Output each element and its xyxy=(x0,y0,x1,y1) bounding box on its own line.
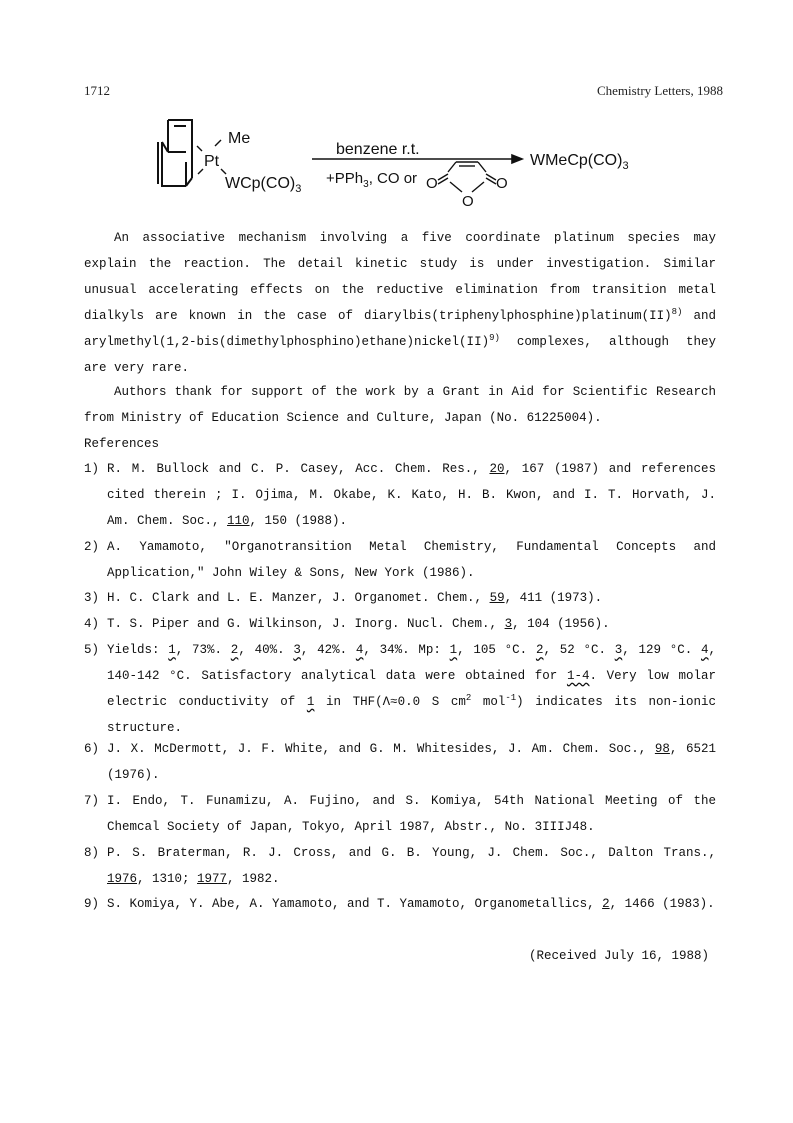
reference-number: 6) xyxy=(84,742,100,756)
ref-8-superscript: 8) xyxy=(671,306,683,317)
platinum-label: Pt xyxy=(204,153,220,170)
reference-number: 9) xyxy=(84,897,100,911)
discussion-text-1: An associative mechanism involving a five coordinate platinum species may explain the reaction. The detail kinetic study is under investigation. Similar unusual accelerating effects on the reductive elimination from transition metal dialkyls are known in the case of diarylbis(triphenylphosphine)platinum(II) xyxy=(84,231,716,323)
reference-number: 8) xyxy=(84,846,100,860)
references-heading: References xyxy=(84,437,160,451)
reference-number: 7) xyxy=(84,794,100,808)
discussion-text-3: complexes, although they are very rare. xyxy=(84,334,716,375)
reference-number: 1) xyxy=(84,462,100,476)
reference-6: 6) J. X. McDermott, J. F. White, and G. M. Whitesides, J. Am. Chem. Soc., 98, 6521 (1976). xyxy=(84,737,716,789)
anhydride-oxygen-left: O xyxy=(426,175,438,192)
tungsten-ligand-label: $WCp(CO)_3$ xyxy=(225,175,302,195)
methyl-label: Me xyxy=(228,130,251,147)
ref-9-superscript: 9) xyxy=(489,332,500,343)
maleic-anhydride-drawing xyxy=(426,162,508,210)
reference-2: 2) A. Yamamoto, "Organotransition Metal Chemistry, Fundamental Concepts and Application," John Wiley & Sons, New York (1986). xyxy=(84,535,716,587)
reference-8: 8) P. S. Braterman, R. J. Cross, and G. B. Young, J. Chem. Soc., Dalton Trans., 1976, 1310; 1977, 1982. xyxy=(84,841,716,893)
page-number: 1712 xyxy=(84,83,110,98)
reference-9: 9) S. Komiya, Y. Abe, A. Yamamoto, and T. Yamamoto, Organometallics, 2, 1466 (1983). xyxy=(84,892,716,918)
reference-number: 2) xyxy=(84,540,100,554)
journal-citation: Chemistry Letters, 1988 xyxy=(596,83,723,98)
received-date: (Received July 16, 1988) xyxy=(528,949,709,963)
anhydride-ring-oxygen: O xyxy=(462,193,474,210)
reference-7: 7) I. Endo, T. Funamizu, A. Fujino, and S. Komiya, 54th National Meeting of the Chemcal Society of Japan, Tokyo, April 1987, Abstr., No. 3IIIJ48. xyxy=(84,789,716,841)
cod-ligand-drawing xyxy=(158,120,192,186)
reference-4: 4) T. S. Piper and G. Wilkinson, J. Inorg. Nucl. Chem., 3, 104 (1956). xyxy=(84,612,716,638)
reference-number: 3) xyxy=(84,591,100,605)
arrow-condition-bottom: +PPh$_3$, CO or xyxy=(326,170,418,190)
discussion-text-2: and arylmethyl(1,2-bis(dimethylphosphino)ethane)nickel(II) xyxy=(84,308,716,349)
acknowledgement: Authors thank for support of the work by a Grant in Aid for Scientific Research from Ministry of Education Science and Culture, Japan (No. 61225004). xyxy=(84,385,716,425)
reference-number: 4) xyxy=(84,617,100,631)
product-label: $WMeCp(CO)_3$ xyxy=(530,152,629,172)
reaction-scheme xyxy=(140,112,660,212)
reference-5: 5) Yields: 1, 73%. 2, 40%. 3, 42%. 4, 34%. Mp: 1, 105 °C. 2, 52 °C. 3, 129 °C. 4, 140-142 °C. Satisfactory analytical data were obtained for 1-4. Very low molar electric conductivity of 1 in THF(Λ≈0.0 S $cm^2$ mol$^{-1}$) indicates its non-ionic structure. xyxy=(84,638,716,742)
reference-1: 1) R. M. Bullock and C. P. Casey, Acc. Chem. Res., 20, 167 (1987) and references cited therein ; I. Ojima, M. Okabe, K. Kato, H. B. Kwon, and I. T. Horvath, J. Am. Chem. Soc., 110, 150 (1988). xyxy=(84,457,716,535)
discussion-paragraph xyxy=(84,226,716,381)
reference-3: 3) H. C. Clark and L. E. Manzer, J. Organomet. Chem., 59, 411 (1973). xyxy=(84,586,716,612)
reference-number: 5) xyxy=(84,643,100,657)
anhydride-oxygen-right: O xyxy=(496,175,508,192)
arrow-condition-top: benzene r.t. xyxy=(336,141,420,158)
